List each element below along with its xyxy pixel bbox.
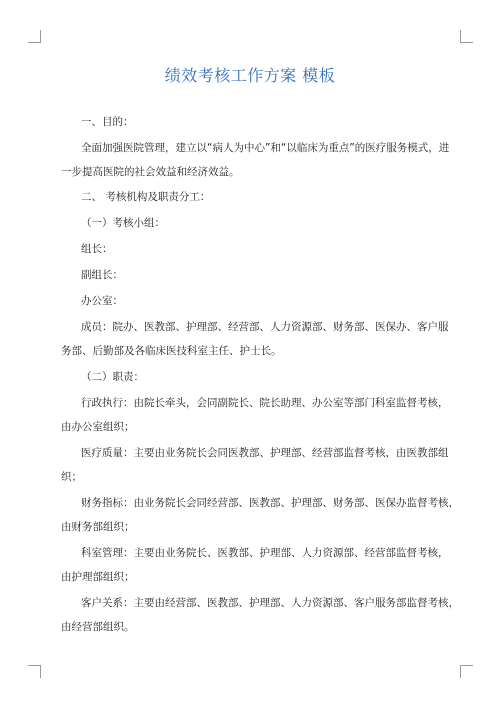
office-line: 办公室： (81, 295, 123, 307)
paragraph-line: 全面加强医院管理，建立以“病人为中心”和“以临床为重点”的医疗服务模式，进 (81, 142, 450, 154)
duty-line-continued: 由办公室组织； (61, 421, 135, 433)
members-line: 成员：院办、医教部、护理部、经营部、人力资源部、财务部、医保办、客户服 (81, 321, 449, 333)
duty-line-continued: 由经营部组织。 (61, 621, 135, 633)
duty-line-continued: 织； (61, 471, 82, 483)
crop-mark-bottom-right (460, 665, 473, 678)
duty-line: 医疗质量：主要由业务院长会同医教部、护理部、经营部监督考核，由医教部组 (81, 447, 449, 459)
section-heading-organization: 二、 考核机构及职责分工： (81, 191, 211, 203)
duty-line-continued: 由财务部组织； (61, 521, 135, 533)
deputy-leader-line: 副组长： (81, 269, 123, 281)
crop-mark-bottom-left (28, 665, 41, 678)
paragraph-line: 一步提高医院的社会效益和经济效益。 (61, 166, 240, 178)
duty-line: 行政执行：由院长牵头，会同副院长、院长助理、办公室等部门科室监督考核， (81, 397, 449, 409)
duty-line: 客户关系：主要由经营部、医教部、护理部、人力资源部、客户服务部监督考核， (81, 597, 459, 609)
subsection-heading-duties: （二）职责： (81, 371, 144, 383)
document-title: 绩效考核工作方案 模板 (164, 66, 336, 85)
duty-line: 科室管理：主要由业务院长、医教部、护理部、人力资源部、经营部监督考核， (81, 547, 449, 559)
section-heading-purpose: 一、目的： (81, 116, 134, 128)
team-leader-line: 组长： (81, 243, 113, 255)
members-line-continued: 务部、后勤部及各临床医技科室主任、护士长。 (61, 345, 282, 357)
subsection-heading-team: （一）考核小组： (81, 217, 165, 229)
duty-line: 财务指标：由业务院长会同经营部、医教部、护理部、财务部、医保办监督考核， (81, 497, 459, 509)
crop-mark-top-right (460, 30, 473, 43)
duty-line-continued: 由护理部组织； (61, 571, 135, 583)
crop-mark-top-left (28, 30, 41, 43)
